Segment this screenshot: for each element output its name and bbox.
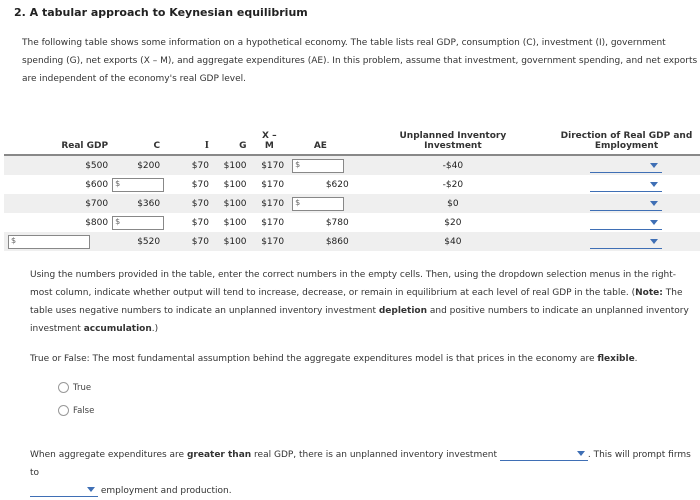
c-input[interactable]: $ — [112, 178, 164, 192]
direction-dropdown[interactable] — [590, 216, 662, 230]
i-cell: $70 — [164, 175, 213, 194]
c-cell: $360 — [112, 194, 164, 213]
table-row — [4, 194, 700, 213]
gdp-cell: $800 — [4, 213, 112, 232]
c-cell — [112, 175, 164, 194]
header-unplanned: Unplanned Inventory Investment — [353, 120, 553, 155]
i-cell: $70 — [164, 194, 213, 213]
header-ae: AE — [288, 120, 353, 155]
gdp-input[interactable]: $ — [8, 235, 90, 249]
unplanned-cell: $0 — [353, 194, 553, 213]
i-cell: $70 — [164, 155, 213, 175]
c-cell — [112, 213, 164, 232]
firms-action-dropdown[interactable] — [30, 484, 98, 497]
direction-cell — [553, 155, 700, 175]
header-c: C — [112, 120, 164, 155]
unplanned-cell: $20 — [353, 213, 553, 232]
unplanned-cell: $40 — [353, 232, 553, 251]
economy-table — [4, 120, 700, 251]
chevron-down-icon — [650, 182, 658, 187]
xm-cell: $170 — [251, 194, 289, 213]
g-cell: $100 — [213, 232, 251, 251]
c-cell: $520 — [112, 232, 164, 251]
g-cell: $100 — [213, 175, 251, 194]
direction-dropdown[interactable] — [590, 178, 662, 192]
direction-cell — [553, 213, 700, 232]
direction-cell — [553, 175, 700, 194]
option-true[interactable]: True — [58, 382, 91, 393]
direction-dropdown[interactable] — [590, 235, 662, 249]
chevron-down-icon — [650, 163, 658, 168]
header-g: G — [213, 120, 251, 155]
ae-cell: $780 — [288, 213, 353, 232]
true-false-question: True or False: The most fundamental assumption behind the aggregate expenditures model is that prices in the economy are flexible. — [30, 354, 638, 364]
g-cell: $100 — [213, 213, 251, 232]
ae-cell — [288, 194, 353, 213]
option-false[interactable]: False — [58, 405, 94, 416]
table-header-row — [4, 120, 700, 155]
gdp-cell: $600 — [4, 175, 112, 194]
direction-dropdown[interactable] — [590, 159, 662, 173]
inventory-dropdown[interactable] — [500, 448, 588, 461]
intro-paragraph: The following table shows some information on a hypothetical economy. The table lists real GDP, consumption (C), investment (I), government spending (G), net exports (X – M), and aggregate expenditures (AE). In this problem, assume that investment, government spending, and net exports are independent of the economy's real GDP level. — [22, 38, 698, 84]
i-cell: $70 — [164, 232, 213, 251]
direction-cell — [553, 232, 700, 251]
table-row — [4, 155, 700, 175]
ae-input[interactable]: $ — [292, 197, 344, 211]
ae-cell — [288, 155, 353, 175]
gdp-cell: $500 — [4, 155, 112, 175]
direction-dropdown[interactable] — [590, 197, 662, 211]
table-row — [4, 175, 700, 194]
xm-cell: $170 — [251, 232, 289, 251]
chevron-down-icon — [650, 201, 658, 206]
xm-cell: $170 — [251, 175, 289, 194]
direction-cell — [553, 194, 700, 213]
ae-cell: $620 — [288, 175, 353, 194]
xm-cell: $170 — [251, 213, 289, 232]
header-real-gdp: Real GDP — [4, 120, 112, 155]
ae-input[interactable]: $ — [292, 159, 344, 173]
c-input[interactable]: $ — [112, 216, 164, 230]
page-title: 2. A tabular approach to Keynesian equilibrium — [14, 6, 308, 19]
radio-circle-icon[interactable] — [58, 382, 69, 393]
radio-circle-icon[interactable] — [58, 405, 69, 416]
header-direction: Direction of Real GDP and Employment — [553, 120, 700, 155]
instructions-paragraph: Using the numbers provided in the table, enter the correct numbers in the empty cells. Then, using the dropdown selection menus in the right-most column, indicate whether output will tend to increase, decrease, or remain in equilibrium at each level of real GDP in the table. (Note: The table uses negative numbers to indicate an unplanned inventory investment depletion and positive numbers to indicate an unplanned inventory investment accumulation.) — [30, 270, 689, 334]
unplanned-cell: -$20 — [353, 175, 553, 194]
g-cell: $100 — [213, 155, 251, 175]
xm-cell: $170 — [251, 155, 289, 175]
chevron-down-icon — [650, 220, 658, 225]
gdp-cell: $700 — [4, 194, 112, 213]
header-xm: X – M — [251, 120, 289, 155]
g-cell: $100 — [213, 194, 251, 213]
gdp-cell — [4, 232, 112, 251]
chevron-down-icon — [577, 451, 585, 456]
chevron-down-icon — [650, 239, 658, 244]
header-i: I — [164, 120, 213, 155]
table-row — [4, 213, 700, 232]
i-cell: $70 — [164, 213, 213, 232]
unplanned-cell: -$40 — [353, 155, 553, 175]
chevron-down-icon — [87, 487, 95, 492]
final-paragraph: When aggregate expenditures are greater than real GDP, there is an unplanned inventory investment . This will prompt firms to employment and production. — [30, 450, 691, 496]
ae-cell: $860 — [288, 232, 353, 251]
c-cell: $200 — [112, 155, 164, 175]
table-row — [4, 232, 700, 251]
